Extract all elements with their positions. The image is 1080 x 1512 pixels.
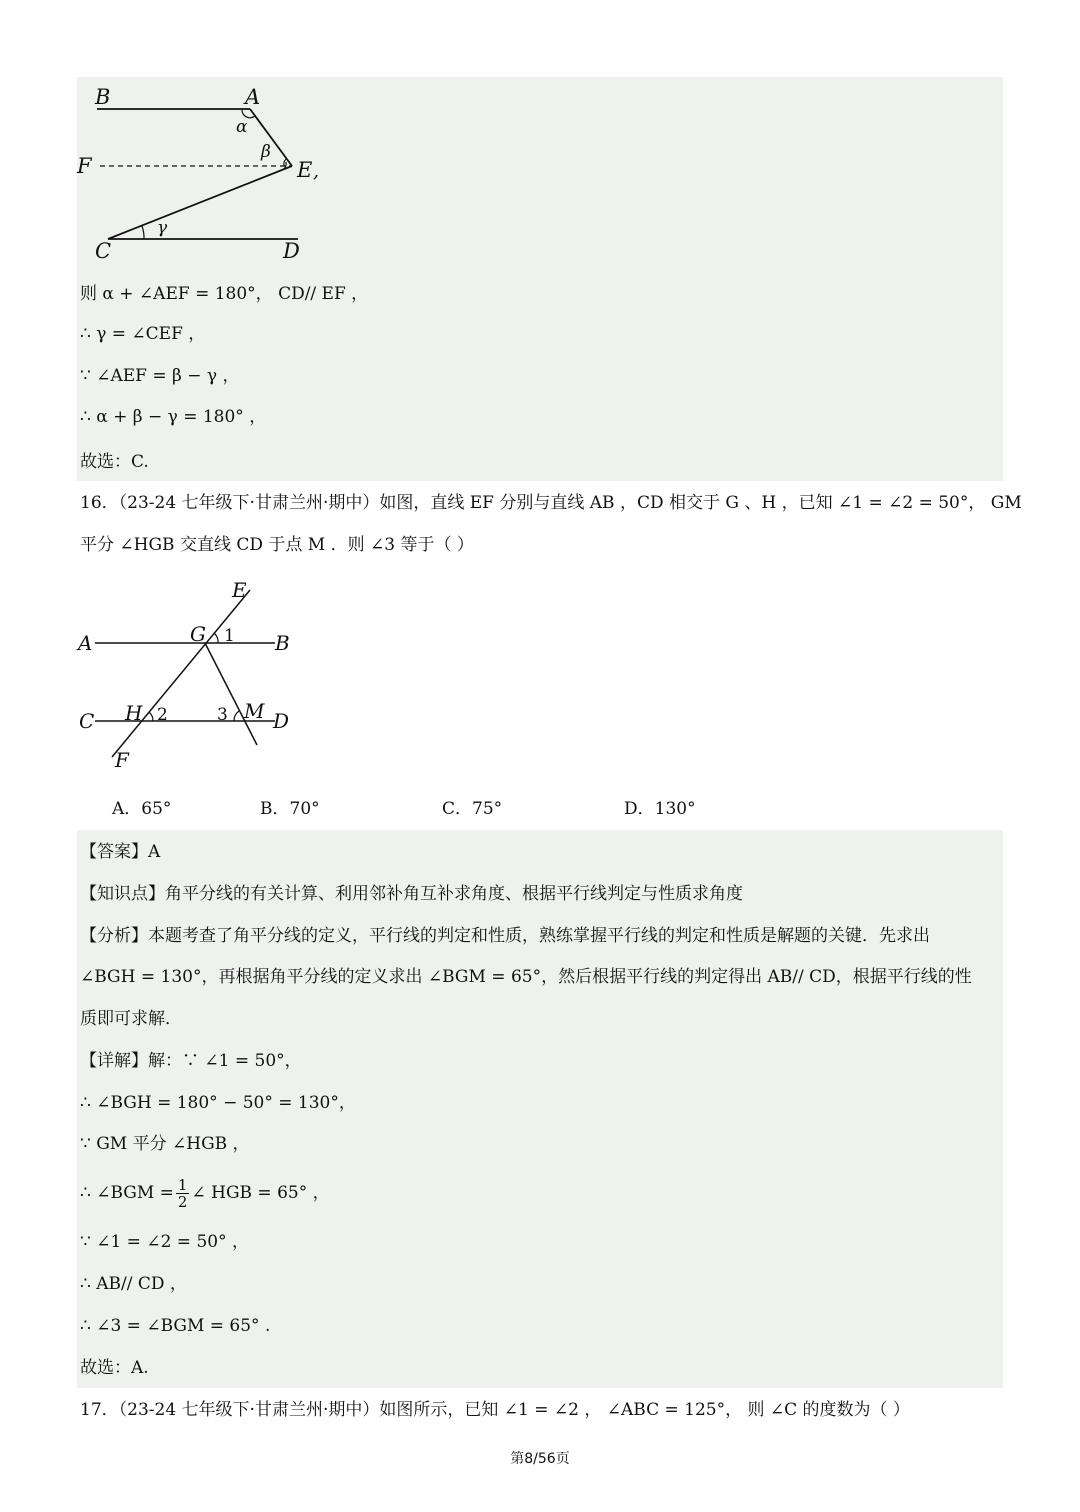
fig1-label-B: B — [95, 85, 111, 109]
fig2-label-M: M — [244, 699, 265, 723]
fig2-label-F: F — [115, 748, 129, 772]
q16-option-d[interactable] — [624, 798, 696, 820]
q16-option-a[interactable] — [112, 798, 171, 820]
q15-choice: 故选：C. — [80, 452, 149, 472]
detail-4-prefix: ∴ ∠BGM = — [80, 1183, 174, 1203]
q17-question-line-1: 17．（23-24 七年级下·甘肃兰州·期中）如图所示，已知 ∠1 = ∠2 ， ∠ABC = 125°， 则 ∠C 的度数为（ ） — [80, 1400, 910, 1420]
q16-question-line-1: 16．（23-24 七年级下·甘肃兰州·期中）如图，直线 EF 分别与直线 AB ，CD 相交于 G 、H ，已知 ∠1 = ∠2 = 50°， GM — [80, 493, 1022, 513]
fig2-label-E: E — [232, 578, 247, 602]
fig1-label-beta: β — [261, 142, 271, 162]
q15-step-3: ∵ ∠AEF = β − γ ， — [80, 366, 240, 386]
q15-step-1: 则 α + ∠AEF = 180°， CD// EF ， — [80, 284, 369, 304]
fig1-label-A: A — [245, 85, 261, 109]
q15-figure — [70, 80, 340, 270]
fig2-label-1: 1 — [224, 626, 235, 646]
fig1-label-C: C — [95, 239, 112, 263]
q16-answer: 【答案】A — [80, 842, 161, 862]
q16-detail-4 — [80, 1170, 330, 1216]
fig2-label-H: H — [125, 701, 143, 725]
fig2-label-A: A — [78, 631, 93, 655]
fig2-label-G: G — [190, 622, 206, 646]
q16-detail-7: ∴ ∠3 = ∠BGM = 65° . — [80, 1316, 271, 1336]
fig2-label-3: 3 — [217, 705, 228, 725]
q15-step-4: ∴ α + β − γ = 180° ， — [80, 407, 267, 427]
option-b-label: B． — [260, 799, 290, 819]
fig2-label-D: D — [273, 709, 290, 733]
q16-detail-3: ∵ GM 平分 ∠HGB ， — [80, 1134, 250, 1154]
option-d-label: D． — [624, 799, 655, 819]
fig1-label-alpha: α — [236, 117, 248, 137]
option-c-value: 75° — [472, 799, 503, 819]
q16-analysis-line-3: 质即可求解． — [80, 1009, 182, 1029]
fraction-one-half — [176, 1177, 190, 1210]
page-number: 第8/56页 — [510, 1451, 570, 1467]
q15-step-2: ∴ γ = ∠CEF ， — [80, 324, 206, 344]
fig1-label-comma: , — [313, 160, 320, 182]
q16-question-line-2: 平分 ∠HGB 交直线 CD 于点 M ．则 ∠3 等于（ ） — [80, 535, 474, 555]
q16-option-c[interactable] — [442, 798, 502, 820]
option-a-value: 65° — [141, 799, 172, 819]
option-b-value: 70° — [289, 799, 320, 819]
q16-choice: 故选：A. — [80, 1358, 149, 1378]
fig1-label-D: D — [283, 239, 300, 263]
fraction-numerator: 1 — [177, 1176, 188, 1194]
fraction-denominator: 2 — [177, 1193, 188, 1211]
detail-4-suffix: ∠ HGB = 65° ， — [191, 1183, 330, 1203]
q16-option-b[interactable] — [260, 798, 320, 820]
fig2-label-B: B — [275, 631, 290, 655]
fig1-label-gamma: γ — [157, 218, 168, 238]
option-c-label: C． — [442, 799, 473, 819]
q16-analysis-line-1: 【分析】本题考查了角平分线的定义，平行线的判定和性质，熟练掌握平行线的判定和性质是解题的关键．先求出 — [80, 926, 930, 946]
q16-detail-2: ∴ ∠BGH = 180° − 50° = 130°， — [80, 1093, 356, 1113]
q16-analysis-line-2: ∠BGH = 130°，再根据角平分线的定义求出 ∠BGM = 65°，然后根据平行线的判定得出 AB// CD，根据平行线的性 — [80, 967, 972, 987]
fig1-label-E: E — [297, 158, 313, 182]
fig2-label-C: C — [79, 709, 95, 733]
fig1-label-F: F — [77, 154, 92, 178]
option-a-label: A． — [112, 799, 142, 819]
q16-detail-1: 【详解】解：∵ ∠1 = 50°， — [80, 1051, 302, 1071]
q16-detail-6: ∴ AB// CD ， — [80, 1274, 187, 1294]
q16-detail-5: ∵ ∠1 = ∠2 = 50° ， — [80, 1232, 249, 1252]
option-d-value: 130° — [654, 799, 696, 819]
q16-knowledge-points: 【知识点】角平分线的有关计算、利用邻补角互补求角度、根据平行线判定与性质求角度 — [80, 884, 743, 904]
fig2-label-2: 2 — [157, 705, 168, 725]
q16-figure — [70, 575, 310, 775]
